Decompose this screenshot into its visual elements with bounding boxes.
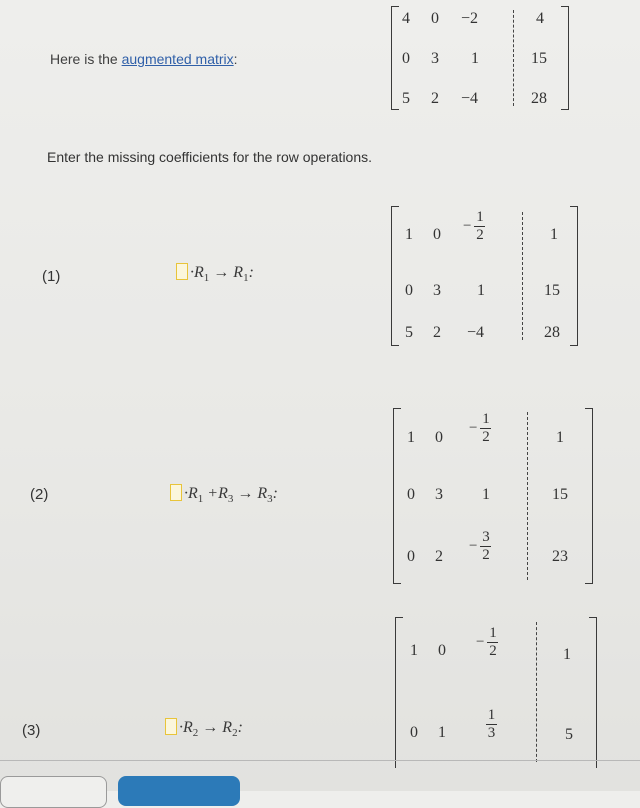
matrix-cell: 1 xyxy=(407,429,415,446)
matrix-cell: 1 xyxy=(405,226,413,243)
augment-divider xyxy=(522,212,523,340)
coefficient-input-1[interactable] xyxy=(176,263,188,280)
matrix-cell: 1 xyxy=(550,226,558,243)
matrix-cell: 15 xyxy=(544,282,560,299)
coefficient-input-2[interactable] xyxy=(170,484,182,501)
bracket-right xyxy=(561,6,569,110)
matrix-cell: 15 xyxy=(552,486,568,503)
matrix-cell: 5 xyxy=(402,90,410,107)
matrix-cell: 3 xyxy=(435,486,443,503)
matrix-cell: 2 xyxy=(435,548,443,565)
matrix-cell: 5 xyxy=(405,324,413,341)
fraction-cell: − 3 2 xyxy=(469,529,490,563)
matrix-cell: 0 xyxy=(402,50,410,67)
matrix-cell: 2 xyxy=(431,90,439,107)
matrix-cell: 1 xyxy=(563,646,571,663)
matrix-cell: 1 xyxy=(482,486,490,503)
matrix-cell: 4 xyxy=(402,10,410,27)
matrix-cell: 0 xyxy=(410,724,418,741)
bracket-left xyxy=(391,6,399,110)
matrix-cell: 3 xyxy=(431,50,439,67)
bracket-left xyxy=(393,408,401,584)
matrix-cell: 0 xyxy=(407,486,415,503)
matrix-cell: −2 xyxy=(461,10,479,27)
matrix-cell: 0 xyxy=(431,10,439,27)
augmented-matrix-link[interactable]: augmented matrix xyxy=(121,51,234,67)
matrix-cell: 0 xyxy=(405,282,413,299)
matrix-cell: 2 xyxy=(433,324,441,341)
fraction-cell: 1 3 xyxy=(487,707,496,741)
bracket-right xyxy=(570,206,578,346)
step-2-operation: $\cdot R_1 +R_3 \to R_3$: xyxy=(170,484,278,505)
matrix-cell: −4 xyxy=(461,90,479,107)
matrix-cell: 3 xyxy=(433,282,441,299)
step-3-label: (3) xyxy=(22,722,41,739)
step-2-label: (2) xyxy=(30,486,49,503)
step-3-operation: $\cdot R_2 \to R_2$: xyxy=(165,718,243,739)
matrix-cell: 28 xyxy=(531,90,547,107)
coefficient-input-3[interactable] xyxy=(165,718,177,735)
matrix-cell: 15 xyxy=(531,50,547,67)
bracket-right xyxy=(589,617,597,768)
augment-divider xyxy=(527,412,528,580)
matrix-cell: 23 xyxy=(552,548,568,565)
primary-button[interactable] xyxy=(118,776,240,806)
footer-divider xyxy=(0,760,640,761)
fraction-cell: − 1 2 xyxy=(469,411,490,445)
matrix-cell: 28 xyxy=(544,324,560,341)
bracket-left xyxy=(395,617,403,768)
fraction-cell: − 1 2 xyxy=(463,209,484,243)
matrix-cell: 0 xyxy=(438,642,446,659)
fraction-cell: − 1 2 xyxy=(476,625,497,659)
instruction-text: Enter the missing coefficients for the row operations. xyxy=(47,149,373,165)
step-1-label: (1) xyxy=(42,268,61,285)
matrix-cell: 4 xyxy=(536,10,544,27)
bracket-right xyxy=(585,408,593,584)
matrix-cell: 0 xyxy=(435,429,443,446)
matrix-cell: −4 xyxy=(467,324,485,341)
intro-text xyxy=(50,51,238,67)
matrix-cell: 1 xyxy=(438,724,446,741)
secondary-button[interactable] xyxy=(0,776,107,808)
matrix-cell: 1 xyxy=(556,429,564,446)
intro-suffix: : xyxy=(233,51,238,67)
matrix-cell: 1 xyxy=(410,642,418,659)
matrix-cell: 0 xyxy=(433,226,441,243)
matrix-cell: 5 xyxy=(565,726,573,743)
step-1-operation: $\cdot R_1 \to R_1$: xyxy=(176,263,254,284)
bracket-left xyxy=(391,206,399,346)
matrix-cell: 0 xyxy=(407,548,415,565)
intro-prefix: Here is the xyxy=(50,51,122,67)
matrix-cell: 1 xyxy=(477,282,485,299)
matrix-cell: 1 xyxy=(471,50,479,67)
augment-divider xyxy=(513,10,514,106)
augment-divider xyxy=(536,622,537,762)
